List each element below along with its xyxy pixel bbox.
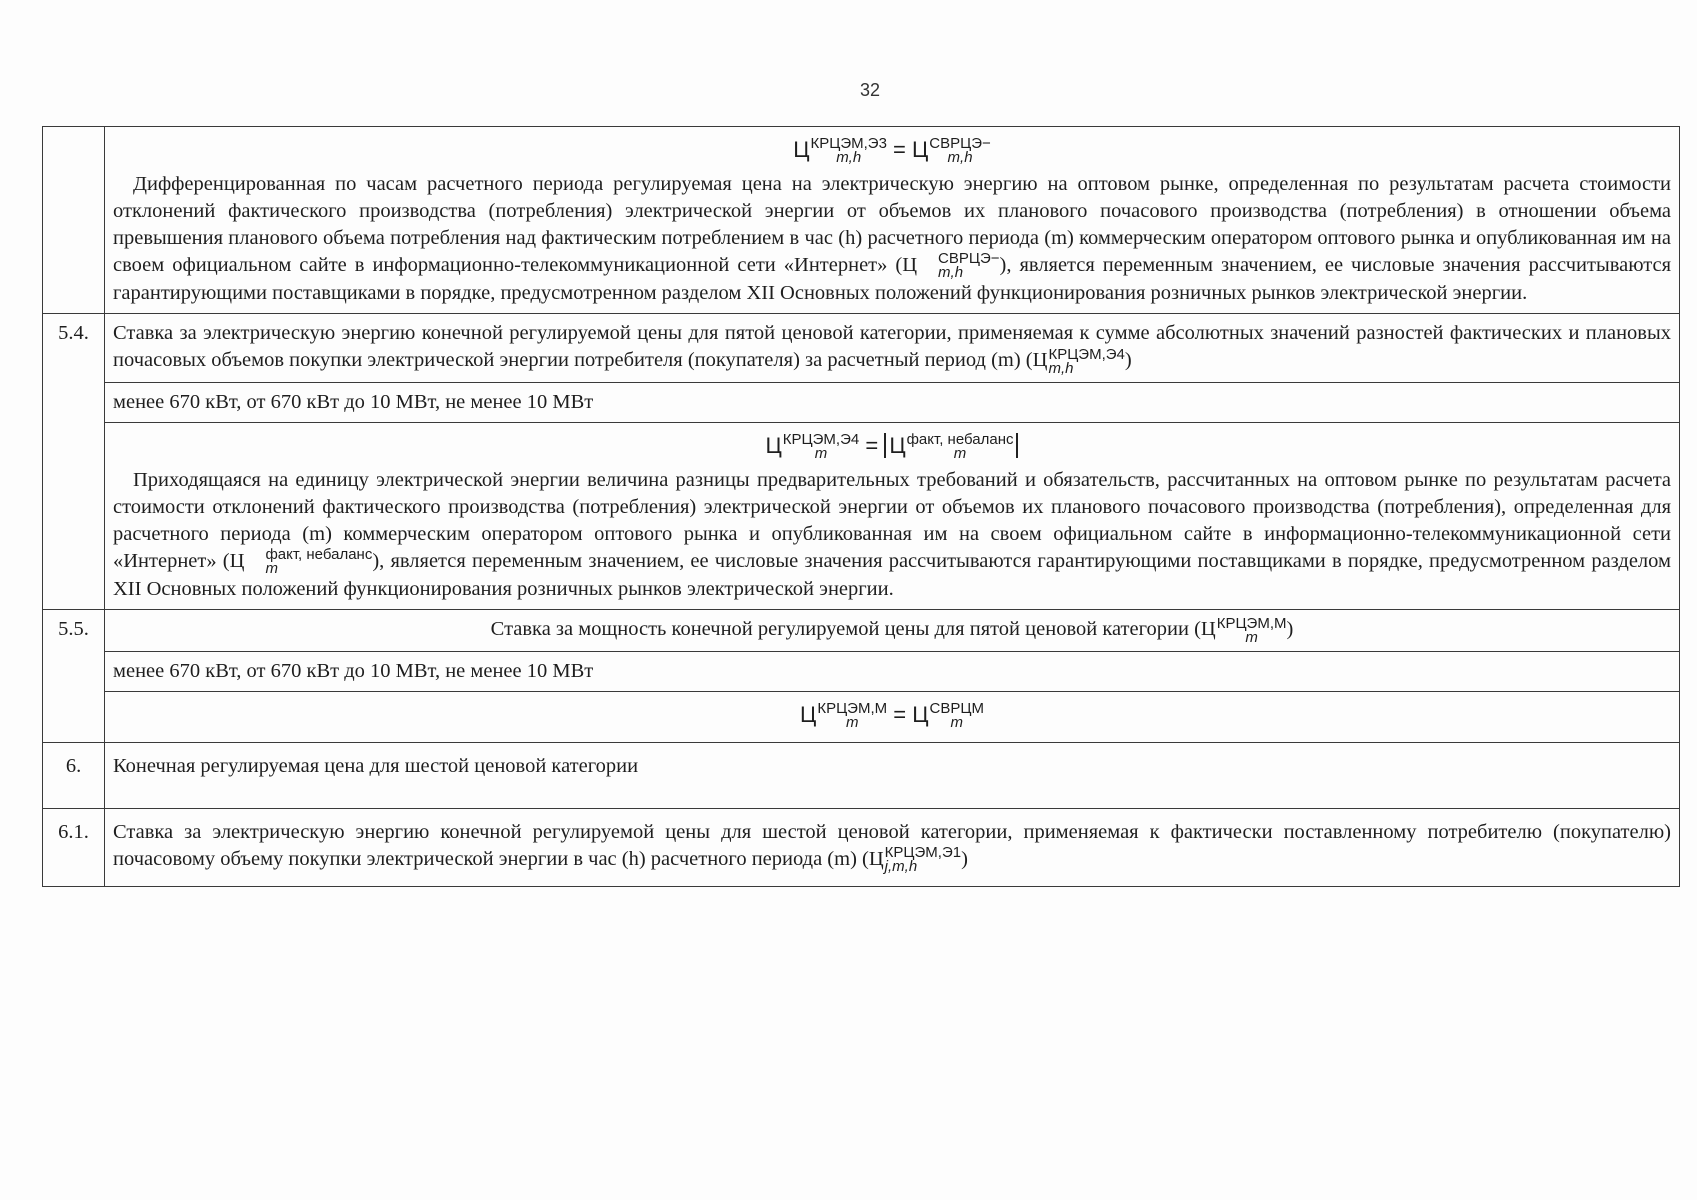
content-cell: Ставка за электрическую энергию конечной регулируемой цены для пятой ценовой категории, применяемая к сумме абсолютных значений разностей фактических и плановых почасовых объемов покупки электрической энергии потребителя (покупателя) за расчетный период (m) (Ц КРЦЭМ,Э4 m,h ): [105, 314, 1680, 382]
row-number-cell: 5.4.: [43, 314, 105, 610]
formula-e4: Ц КРЦЭМ,Э4 m = Ц факт, небаланс m: [113, 431, 1671, 461]
content-cell: [105, 691, 1680, 742]
description-paragraph: Дифференцированная по часам расчетного периода регулируемая цена на электрическую энергию на оптовом рынке, определенная по результатам расчета стоимости отклонений фактического производства (потребления) электрической энергии от объемов их планового почасового производства (потребления) в отношении объема превышения планового объема потребления над фактическим потреблением в час (h) расчетного периода (m) коммерческим оператором оптового рынка и опубликованная им на своем официальном сайте в информационно-телекоммуникационной сети «Интернет» (Ц СВРЦЭ− m,h ), является переменным значением, ее числовые значения рассчитываются гарантирующими поставщиками в порядке, предусмотренном разделом XII Основных положений функционирования розничных рынков электрической энергии.: [113, 173, 1672, 305]
table-row: [43, 422, 1680, 609]
table-row: [43, 610, 1680, 651]
content-cell: менее 670 кВт, от 670 кВт до 10 МВт, не менее 10 МВт: [105, 382, 1680, 422]
tariff-table: [42, 126, 1680, 887]
formula-symbol: Ц: [793, 137, 810, 162]
description-paragraph: Приходящаяся на единицу электрической энергии величина разницы предварительных требований и обязательств, рассчитанных на оптовом рынке по результатам расчета стоимости отклонений фактического производства (потребления) электрической энергии от объемов их планового почасового производства (потребления), определенная для расчетного периода (m) коммерческим оператором оптового рынка и опубликованная им на своем официальном сайте в информационно-телекоммуникационной сети «Интернет» (Ц факт, небаланс m ), является переменным значением, ее числовые значения рассчитываются гарантирующими поставщиками в порядке, предусмотренном разделом XII Основных положений функционирования розничных рынков электрической энергии.: [113, 468, 1671, 601]
content-cell: [105, 127, 1680, 314]
content-cell: Конечная регулируемая цена для шестой ценовой категории: [105, 742, 1680, 808]
row-number-cell: 6.1.: [43, 808, 105, 886]
formula-equals: =: [893, 137, 906, 162]
formula-m: Ц КРЦЭМ,М m = Ц СВРЦМ m: [800, 699, 984, 731]
table-row: [43, 808, 1680, 886]
content-cell: менее 670 кВт, от 670 кВт до 10 МВт, не менее 10 МВт: [105, 651, 1680, 691]
table-row: [43, 314, 1680, 382]
content-cell: [105, 422, 1680, 609]
table-row: [43, 382, 1680, 422]
absolute-value-bars: Ц факт, небаланс m: [884, 433, 1018, 458]
formula-subscript: m,h: [836, 149, 862, 167]
formula-e3: [113, 135, 1671, 165]
table-row: [43, 691, 1680, 742]
row-number-cell: 5.5.: [43, 610, 105, 742]
formula-superscript: КРЦЭМ,Э3: [810, 135, 887, 153]
row-number-cell: [43, 127, 105, 314]
content-cell: Ставка за мощность конечной регулируемой цены для пятой ценовой категории (Ц КРЦЭМ,М m ): [105, 610, 1680, 651]
table-row: [43, 742, 1680, 808]
table-row: [43, 651, 1680, 691]
row-number-cell: 6.: [43, 742, 105, 808]
formula-symbol: Ц: [912, 137, 929, 162]
page-number: 32: [859, 80, 881, 100]
formula-subscript: m,h: [947, 149, 973, 167]
table-row: [43, 127, 1680, 314]
formula-superscript: СВРЦЭ−: [929, 135, 991, 153]
content-cell: Ставка за электрическую энергию конечной регулируемой цены для шестой ценовой категории, применяемая к фактически поставленному потребителю (покупателю) почасовому объему покупки электрической энергии в час (h) расчетного периода (m) (Ц КРЦЭМ,Э1 j,m,h ): [105, 808, 1680, 886]
